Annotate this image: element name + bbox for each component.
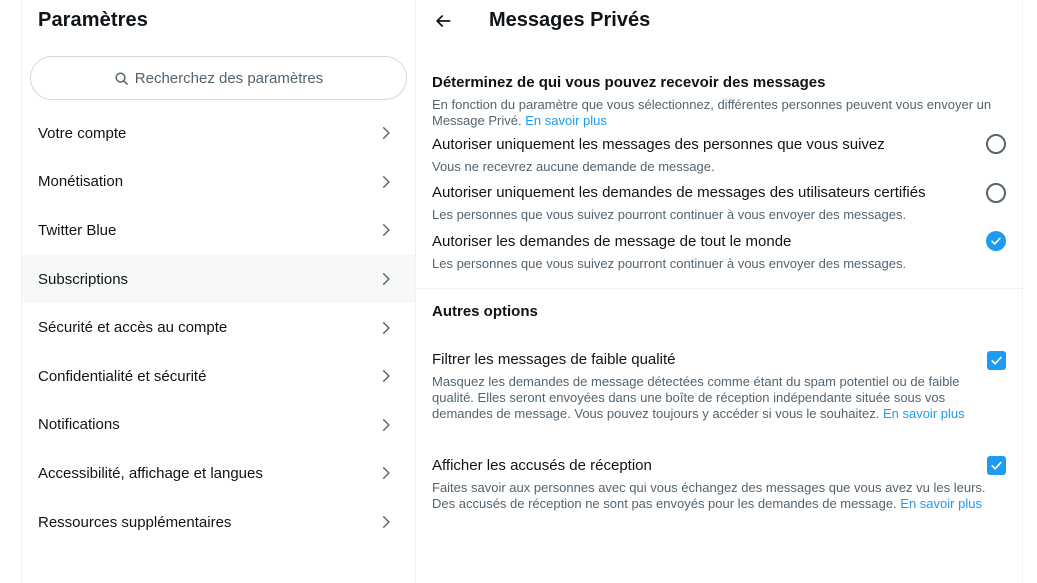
chevron-right-icon xyxy=(379,272,393,286)
checkbox-receipts[interactable] xyxy=(987,456,1006,475)
sidebar-item-label: Confidentialité et sécurité xyxy=(38,367,207,385)
learn-more-link[interactable]: En savoir plus xyxy=(900,496,982,511)
main-right-border xyxy=(1022,0,1023,583)
sidebar-item-confidentialite[interactable] xyxy=(22,352,415,401)
arrow-left-icon[interactable] xyxy=(433,11,453,31)
option-sub-verified: Les personnes que vous suivez pourront continuer à vous envoyer des messages. xyxy=(432,207,907,222)
check-icon xyxy=(990,354,1003,367)
sidebar-item-label: Monétisation xyxy=(38,173,124,191)
chevron-right-icon xyxy=(379,418,393,432)
sidebar-item-accessibilite[interactable] xyxy=(22,449,415,498)
radio-everyone[interactable] xyxy=(986,231,1006,251)
option-sub-following: Vous ne recevrez aucune demande de message. xyxy=(432,159,715,174)
section-divider xyxy=(416,288,1022,289)
sidebar-item-twitter-blue[interactable] xyxy=(22,206,415,255)
receipts-description xyxy=(432,480,1002,512)
filter-description-text: Masquez les demandes de message détectées comme étant du spam potentiel ou de faible qualité. Elles seront envoyées dans une boîte de réception indépendante située sous vos demandes de message. Vous pouvez toujours y accéder si vous le souhaitez. xyxy=(432,374,960,421)
option-label-receipts: Afficher les accusés de réception xyxy=(432,457,652,474)
sidebar-item-votre-compte[interactable] xyxy=(22,109,415,158)
sidebar-title: Paramètres xyxy=(38,9,148,31)
sidebar-item-label: Subscriptions xyxy=(38,270,129,288)
check-icon xyxy=(990,459,1003,472)
section-heading-who: Déterminez de qui vous pouvez recevoir des messages xyxy=(432,74,826,91)
settings-sidebar xyxy=(22,0,415,583)
chevron-right-icon xyxy=(379,126,393,140)
option-label-following: Autoriser uniquement les messages des personnes que vous suivez xyxy=(432,136,885,153)
filter-description xyxy=(432,374,992,422)
check-icon xyxy=(990,235,1002,247)
option-label-filter: Filtrer les messages de faible qualité xyxy=(432,351,676,368)
sidebar-item-label: Notifications xyxy=(38,416,120,434)
learn-more-link[interactable]: En savoir plus xyxy=(525,113,607,128)
sidebar-item-label: Sécurité et accès au compte xyxy=(38,319,228,337)
sidebar-item-label: Twitter Blue xyxy=(38,221,117,239)
chevron-right-icon xyxy=(379,466,393,480)
sidebar-item-label: Votre compte xyxy=(38,124,127,142)
learn-more-link[interactable]: En savoir plus xyxy=(882,406,965,421)
sidebar-item-label: Accessibilité, affichage et langues xyxy=(38,464,263,482)
chevron-right-icon xyxy=(379,175,393,189)
settings-nav xyxy=(22,109,415,546)
sidebar-item-securite[interactable] xyxy=(22,303,415,352)
radio-following[interactable] xyxy=(986,134,1006,154)
search-placeholder: Recherchez des paramètres xyxy=(134,69,324,87)
sidebar-item-label: Ressources supplémentaires xyxy=(38,513,232,531)
sidebar-item-notifications[interactable] xyxy=(22,401,415,450)
radio-verified[interactable] xyxy=(986,183,1006,203)
chevron-right-icon xyxy=(379,369,393,383)
section-heading-other: Autres options xyxy=(432,303,538,320)
option-label-verified: Autoriser uniquement les demandes de messages des utilisateurs certifiés xyxy=(432,184,926,201)
sidebar-item-ressources[interactable] xyxy=(22,498,415,547)
checkbox-filter[interactable] xyxy=(987,351,1006,370)
receipts-description-text: Faites savoir aux personnes avec qui vous échangez des messages que vous avez vu les leurs. Des accusés de réception ne sont pas envoyés pour les demandes de message. xyxy=(432,480,986,511)
chevron-right-icon xyxy=(379,321,393,335)
settings-search-input[interactable] xyxy=(30,56,407,100)
section-description xyxy=(432,97,1007,129)
option-label-everyone: Autoriser les demandes de message de tout le monde xyxy=(432,233,792,250)
messages-settings-panel xyxy=(416,0,1022,583)
option-sub-everyone: Les personnes que vous suivez pourront continuer à vous envoyer des messages. xyxy=(432,256,907,271)
sidebar-item-subscriptions[interactable] xyxy=(22,255,415,304)
chevron-right-icon xyxy=(379,223,393,237)
chevron-right-icon xyxy=(379,515,393,529)
search-icon xyxy=(114,71,129,86)
sidebar-item-monetisation[interactable] xyxy=(22,158,415,207)
page-title: Messages Privés xyxy=(489,9,651,31)
section-description-text: En fonction du paramètre que vous sélectionnez, différentes personnes peuvent vous envoyer un Message Privé. xyxy=(432,97,992,128)
